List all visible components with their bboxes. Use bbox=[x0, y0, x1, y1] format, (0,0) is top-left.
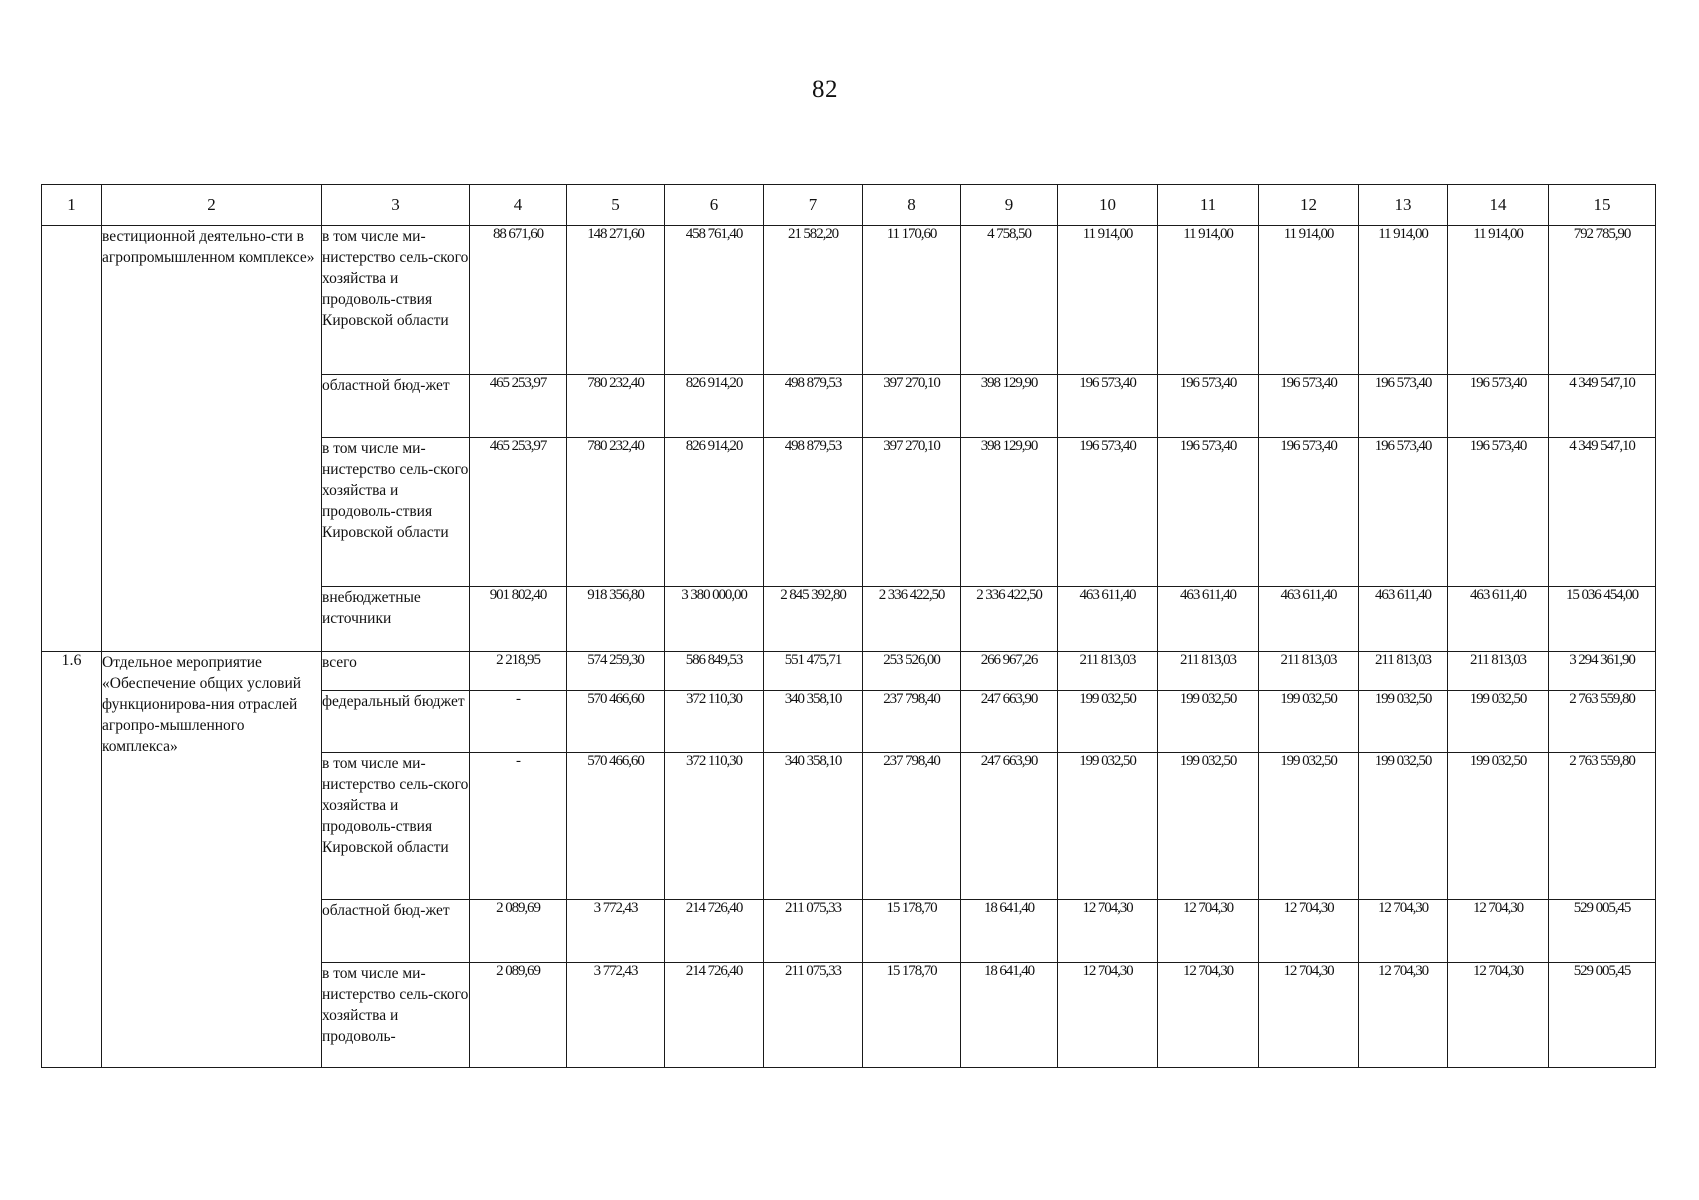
value-cell: 780 232,40 bbox=[567, 375, 665, 438]
page-number: 82 bbox=[812, 76, 838, 103]
total-cell: 3 294 361,90 bbox=[1549, 652, 1656, 691]
column-header: 12 bbox=[1259, 185, 1359, 226]
value-cell: 247 663,90 bbox=[961, 753, 1058, 900]
funding-category: в том числе ми-нистерство сель-ского хозяйства и продоволь-ствия Кировской области bbox=[322, 753, 470, 900]
value-cell: 826 914,20 bbox=[665, 438, 764, 587]
value-cell: 12 704,30 bbox=[1448, 900, 1549, 963]
column-header: 1 bbox=[42, 185, 102, 226]
value-cell: 498 879,53 bbox=[764, 375, 863, 438]
value-cell: 12 704,30 bbox=[1259, 963, 1359, 1068]
value-cell: 196 573,40 bbox=[1058, 375, 1158, 438]
value-cell: 2 089,69 bbox=[470, 900, 567, 963]
value-cell: 3 772,43 bbox=[567, 900, 665, 963]
value-cell: 397 270,10 bbox=[863, 375, 961, 438]
funding-category: областной бюд-жет bbox=[322, 900, 470, 963]
value-cell: 196 573,40 bbox=[1259, 375, 1359, 438]
total-cell: 2 763 559,80 bbox=[1549, 691, 1656, 753]
funding-category: в том числе ми-нистерство сель-ского хозяйства и продоволь- bbox=[322, 963, 470, 1068]
total-cell: 4 349 547,10 bbox=[1549, 438, 1656, 587]
section-description: Отдельное мероприятие «Обеспечение общих условий функционирова-ния отраслей агропро-мышленного комплекса» bbox=[102, 652, 322, 1068]
value-cell: 214 726,40 bbox=[665, 963, 764, 1068]
value-cell: 498 879,53 bbox=[764, 438, 863, 587]
value-cell: 11 914,00 bbox=[1058, 226, 1158, 375]
column-header: 6 bbox=[665, 185, 764, 226]
value-cell: 574 259,30 bbox=[567, 652, 665, 691]
value-cell: 15 178,70 bbox=[863, 963, 961, 1068]
value-cell: - bbox=[470, 691, 567, 753]
value-cell: 465 253,97 bbox=[470, 438, 567, 587]
value-cell: 463 611,40 bbox=[1259, 587, 1359, 652]
total-cell: 529 005,45 bbox=[1549, 900, 1656, 963]
value-cell: 372 110,30 bbox=[665, 753, 764, 900]
value-cell: 196 573,40 bbox=[1359, 375, 1448, 438]
section-description: вестиционной деятельно-сти в агропромышленном комплексе» bbox=[102, 226, 322, 652]
value-cell: 211 813,03 bbox=[1359, 652, 1448, 691]
value-cell: 463 611,40 bbox=[1359, 587, 1448, 652]
value-cell: 340 358,10 bbox=[764, 691, 863, 753]
column-header: 3 bbox=[322, 185, 470, 226]
value-cell: 463 611,40 bbox=[1448, 587, 1549, 652]
value-cell: 826 914,20 bbox=[665, 375, 764, 438]
value-cell: 199 032,50 bbox=[1448, 753, 1549, 900]
value-cell: 11 914,00 bbox=[1158, 226, 1259, 375]
value-cell: 12 704,30 bbox=[1259, 900, 1359, 963]
value-cell: 2 218,95 bbox=[470, 652, 567, 691]
value-cell: 199 032,50 bbox=[1058, 753, 1158, 900]
value-cell: 2 336 422,50 bbox=[961, 587, 1058, 652]
value-cell: 340 358,10 bbox=[764, 753, 863, 900]
value-cell: 11 914,00 bbox=[1448, 226, 1549, 375]
value-cell: 570 466,60 bbox=[567, 753, 665, 900]
value-cell: 372 110,30 bbox=[665, 691, 764, 753]
column-header: 5 bbox=[567, 185, 665, 226]
value-cell: 21 582,20 bbox=[764, 226, 863, 375]
value-cell: 253 526,00 bbox=[863, 652, 961, 691]
value-cell: 199 032,50 bbox=[1259, 753, 1359, 900]
column-header: 7 bbox=[764, 185, 863, 226]
column-header: 4 bbox=[470, 185, 567, 226]
value-cell: 465 253,97 bbox=[470, 375, 567, 438]
value-cell: 211 075,33 bbox=[764, 900, 863, 963]
column-header: 8 bbox=[863, 185, 961, 226]
value-cell: 463 611,40 bbox=[1058, 587, 1158, 652]
value-cell: 3 380 000,00 bbox=[665, 587, 764, 652]
value-cell: 211 813,03 bbox=[1259, 652, 1359, 691]
total-cell: 529 005,45 bbox=[1549, 963, 1656, 1068]
value-cell: 196 573,40 bbox=[1058, 438, 1158, 587]
value-cell: 237 798,40 bbox=[863, 753, 961, 900]
column-header: 2 bbox=[102, 185, 322, 226]
funding-category: федеральный бюджет bbox=[322, 691, 470, 753]
value-cell: 551 475,71 bbox=[764, 652, 863, 691]
value-cell: 211 813,03 bbox=[1448, 652, 1549, 691]
value-cell: 199 032,50 bbox=[1359, 691, 1448, 753]
funding-category: всего bbox=[322, 652, 470, 691]
value-cell: 196 573,40 bbox=[1158, 375, 1259, 438]
value-cell: 196 573,40 bbox=[1448, 375, 1549, 438]
value-cell: 199 032,50 bbox=[1058, 691, 1158, 753]
value-cell: 2 089,69 bbox=[470, 963, 567, 1068]
value-cell: 901 802,40 bbox=[470, 587, 567, 652]
value-cell: 15 178,70 bbox=[863, 900, 961, 963]
value-cell: 11 914,00 bbox=[1259, 226, 1359, 375]
value-cell: 11 914,00 bbox=[1359, 226, 1448, 375]
total-cell: 792 785,90 bbox=[1549, 226, 1656, 375]
value-cell: 2 845 392,80 bbox=[764, 587, 863, 652]
value-cell: 398 129,90 bbox=[961, 375, 1058, 438]
value-cell: 11 170,60 bbox=[863, 226, 961, 375]
value-cell: 12 704,30 bbox=[1158, 900, 1259, 963]
value-cell: 570 466,60 bbox=[567, 691, 665, 753]
funding-category: в том числе ми-нистерство сель-ского хозяйства и продоволь-ствия Кировской области bbox=[322, 226, 470, 375]
value-cell: 88 671,60 bbox=[470, 226, 567, 375]
value-cell: 398 129,90 bbox=[961, 438, 1058, 587]
value-cell: 211 075,33 bbox=[764, 963, 863, 1068]
value-cell: 266 967,26 bbox=[961, 652, 1058, 691]
section-index: 1.6 bbox=[42, 652, 102, 1068]
value-cell: 12 704,30 bbox=[1359, 963, 1448, 1068]
value-cell: 247 663,90 bbox=[961, 691, 1058, 753]
value-cell: 18 641,40 bbox=[961, 900, 1058, 963]
value-cell: 12 704,30 bbox=[1158, 963, 1259, 1068]
column-header: 10 bbox=[1058, 185, 1158, 226]
column-header: 9 bbox=[961, 185, 1058, 226]
value-cell: - bbox=[470, 753, 567, 900]
value-cell: 397 270,10 bbox=[863, 438, 961, 587]
value-cell: 196 573,40 bbox=[1359, 438, 1448, 587]
funding-category: внебюджетные источники bbox=[322, 587, 470, 652]
value-cell: 199 032,50 bbox=[1448, 691, 1549, 753]
column-header: 14 bbox=[1448, 185, 1549, 226]
funding-category: областной бюд-жет bbox=[322, 375, 470, 438]
value-cell: 148 271,60 bbox=[567, 226, 665, 375]
value-cell: 211 813,03 bbox=[1058, 652, 1158, 691]
column-header: 13 bbox=[1359, 185, 1448, 226]
table-row bbox=[42, 226, 1656, 375]
value-cell: 196 573,40 bbox=[1259, 438, 1359, 587]
value-cell: 12 704,30 bbox=[1058, 900, 1158, 963]
value-cell: 12 704,30 bbox=[1359, 900, 1448, 963]
value-cell: 199 032,50 bbox=[1158, 691, 1259, 753]
value-cell: 199 032,50 bbox=[1259, 691, 1359, 753]
value-cell: 12 704,30 bbox=[1058, 963, 1158, 1068]
column-header: 15 bbox=[1549, 185, 1656, 226]
value-cell: 18 641,40 bbox=[961, 963, 1058, 1068]
value-cell: 586 849,53 bbox=[665, 652, 764, 691]
total-cell: 15 036 454,00 bbox=[1549, 587, 1656, 652]
column-header: 11 bbox=[1158, 185, 1259, 226]
value-cell: 463 611,40 bbox=[1158, 587, 1259, 652]
value-cell: 199 032,50 bbox=[1359, 753, 1448, 900]
value-cell: 214 726,40 bbox=[665, 900, 764, 963]
table-row bbox=[42, 652, 1656, 691]
section-index bbox=[42, 226, 102, 652]
value-cell: 780 232,40 bbox=[567, 438, 665, 587]
value-cell: 4 758,50 bbox=[961, 226, 1058, 375]
value-cell: 2 336 422,50 bbox=[863, 587, 961, 652]
value-cell: 196 573,40 bbox=[1448, 438, 1549, 587]
total-cell: 4 349 547,10 bbox=[1549, 375, 1656, 438]
value-cell: 3 772,43 bbox=[567, 963, 665, 1068]
value-cell: 196 573,40 bbox=[1158, 438, 1259, 587]
value-cell: 211 813,03 bbox=[1158, 652, 1259, 691]
budget-table bbox=[41, 184, 1656, 1068]
value-cell: 199 032,50 bbox=[1158, 753, 1259, 900]
total-cell: 2 763 559,80 bbox=[1549, 753, 1656, 900]
value-cell: 237 798,40 bbox=[863, 691, 961, 753]
value-cell: 918 356,80 bbox=[567, 587, 665, 652]
funding-category: в том числе ми-нистерство сель-ского хозяйства и продоволь-ствия Кировской области bbox=[322, 438, 470, 587]
value-cell: 12 704,30 bbox=[1448, 963, 1549, 1068]
header-row bbox=[42, 185, 1656, 226]
value-cell: 458 761,40 bbox=[665, 226, 764, 375]
